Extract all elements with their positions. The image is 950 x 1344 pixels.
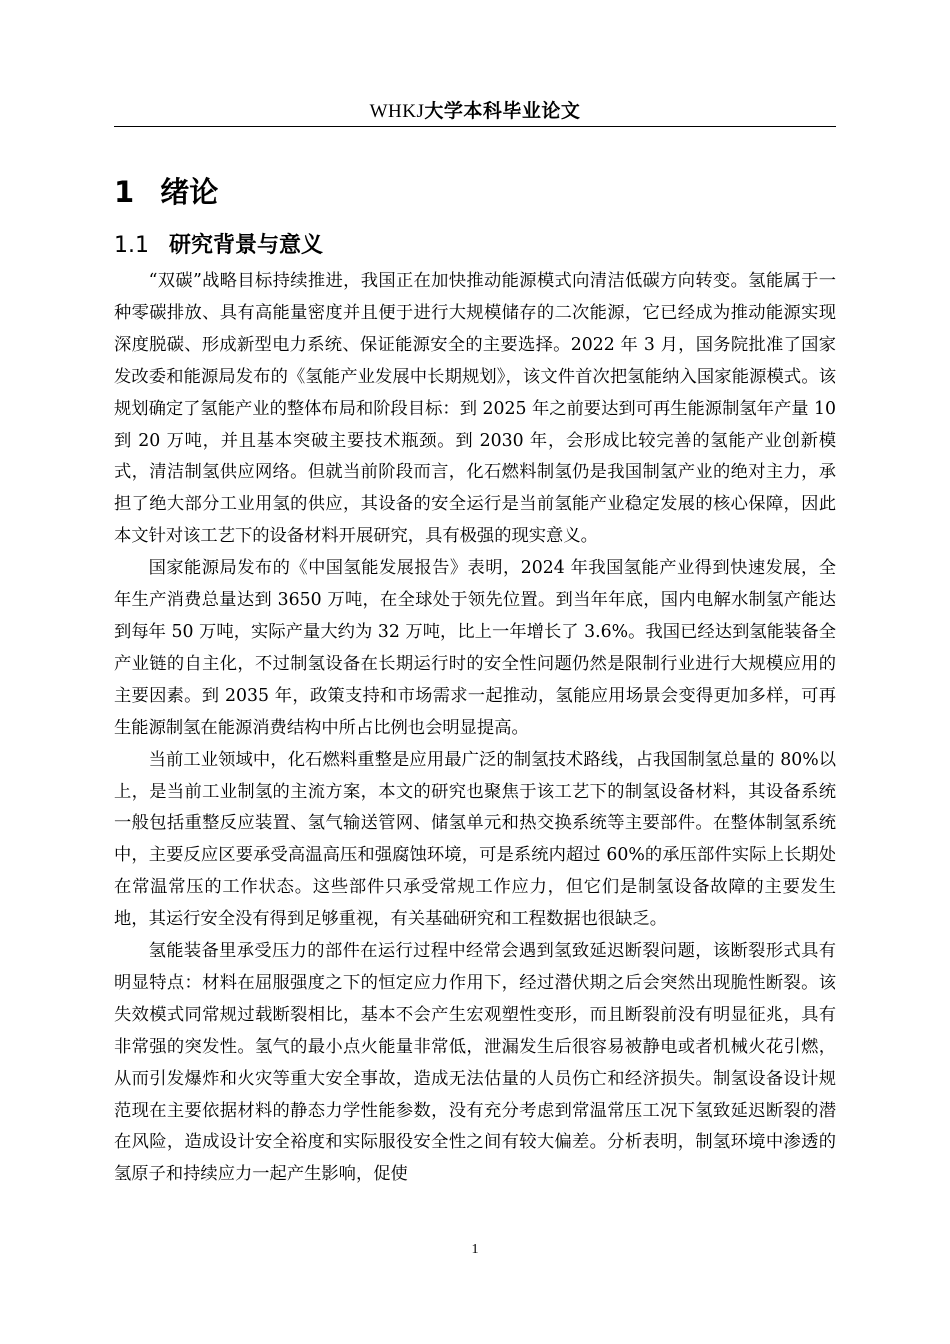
chapter-title: 绪论: [160, 175, 219, 209]
header-latin-text: WHKJ: [369, 101, 425, 122]
header-title: 大学本科毕业论文: [424, 100, 581, 122]
running-header: [0, 96, 950, 123]
chapter-heading: [114, 170, 218, 211]
page-number: 1: [471, 1242, 479, 1257]
paragraph: 氢能装备里承受压力的部件在运行过程中经常会遇到氢致延迟断裂问题，该断裂形式具有明显特点：材料在屈服强度之下的恒定应力作用下，经过潜伏期之后会突然出现脆性断裂。该失效模式同常规过载断裂相比，基本不会产生宏观塑性变形，而且断裂前没有明显征兆，具有非常强的突发性。氢气的最小点火能量非常低，泄漏发生后很容易被静电或者机械火花引燃，从而引发爆炸和火灾等重大安全事故，造成无法估量的人员伤亡和经济损失。制氢设备设计规范现在主要依据材料的静态力学性能参数，没有充分考虑到常温常压工况下氢致延迟断裂的潜在风险，造成设计安全裕度和实际服役安全性之间有较大偏差。分析表明，制氢环境中渗透的氢原子和持续应力一起产生影响，促使: [114, 941, 836, 1185]
paragraph: 当前工业领域中，化石燃料重整是应用最广泛的制氢技术路线，占我国制氢总量的 80%以上，是当前工业制氢的主流方案，本文的研究也聚焦于该工艺下的制氢设备材料，其设备系统一般包括重整反应装置、氢气输送管网、储氢单元和热交换系统等主要部件。在整体制氢系统中，主要反应区要承受高温高压和强腐蚀环境，可是系统内超过 60%的承压部件实际上长期处在常温常压的工作状态。这些部件只承受常规工作应力，但它们是制氢设备故障的主要发生地，其运行安全没有得到足够重视，有关基础研究和工程数据也很缺乏。: [114, 749, 836, 930]
section-title: 研究背景与意义: [169, 233, 324, 258]
chapter-number: 1: [114, 175, 135, 209]
section-number: 1.1: [114, 233, 149, 258]
paragraph: 国家能源局发布的《中国氢能发展报告》表明，2024 年我国氢能产业得到快速发展，全年生产消费总量达到 3650 万吨，在全球处于领先位置。到当年年底，国内电解水制氢产能达到每年 50 万吨，实际产量大约为 32 万吨，比上一年增长了 3.6%。我国已经达到氢能装备全产业链的自主化，不过制氢设备在长期运行时的安全性问题仍然是限制行业进行大规模应用的主要因素。到 2035 年，政策支持和市场需求一起推动，氢能应用场景会变得更加多样，可再生能源制氢在能源消费结构中所占比例也会明显提高。: [114, 558, 836, 738]
header-rule: [114, 126, 836, 127]
body-text: [114, 266, 836, 1191]
paragraph: “双碳”战略目标持续推进，我国正在加快推动能源模式向清洁低碳方向转变。氢能属于一种零碳排放、具有高能量密度并且便于进行大规模储存的二次能源，它已经成为推动能源实现深度脱碳、形成新型电力系统、保证能源安全的主要选择。2022 年 3 月，国务院批准了国家发改委和能源局发布的《氢能产业发展中长期规划》，该文件首次把氢能纳入国家能源模式。该规划确定了氢能产业的整体布局和阶段目标：到 2025 年之前要达到可再生能源制氢年产量 10 到 20 万吨，并且基本突破主要技术瓶颈。到 2030 年，会形成比较完善的氢能产业创新模式，清洁制氢供应网络。但就当前阶段而言，化石燃料制氢仍是我国制氢产业的绝对主力，承担了绝大部分工业用氢的供应，其设备的安全运行是当前氢能产业稳定发展的核心保障，因此本文针对该工艺下的设备材料开展研究，具有极强的现实意义。: [114, 271, 836, 547]
section-heading: [114, 228, 323, 259]
